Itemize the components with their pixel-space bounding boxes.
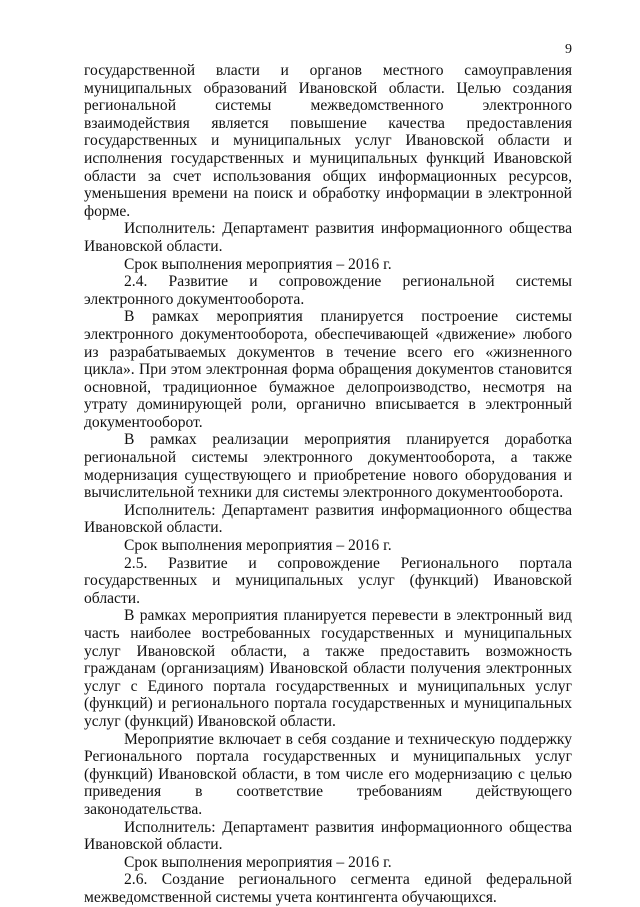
section-heading: 2.5. Развитие и сопровождение Регионального портала государственных и муниципальных услуг (функций) Ивановской области. (84, 554, 572, 607)
section-heading: 2.6. Создание регионального сегмента единой федеральной межведомственной системы учета контингента обучающихся. (84, 871, 572, 906)
paragraph: Исполнитель: Департамент развития информационного общества Ивановской области. (84, 501, 572, 537)
paragraph: Срок выполнения мероприятия – 2016 г. (124, 255, 392, 273)
page-number: 9 (565, 42, 572, 57)
paragraph: В рамках мероприятия планируется построение системы электронного документооборота, обеспечивающей «движение» любого из разрабатываемых документов в течение всего его «жизненного цикла». При этом электронная форма обращения документов становится основной, традиционное бумажное делопроизводство, несмотря на утрату доминирующей роли, органично вписывается в электронный документооборот. (84, 308, 572, 431)
paragraph: Исполнитель: Департамент развития информационного общества Ивановской области. (84, 220, 572, 255)
paragraph: Срок выполнения мероприятия – 2016 г. (124, 537, 392, 555)
paragraph: Мероприятие включает в себя создание и техническую поддержку Регионального портала государственных и муниципальных услуг (функций) Ивановской области, в том числе его модернизацию с целью приведения в соответствие требованиям действующего законодательства. (84, 730, 572, 818)
document-body (84, 62, 572, 907)
paragraph: В рамках мероприятия планируется перевести в электронный вид часть наиболее востребованных государственных и муниципальных услуг Ивановской области, а также предоставить возможность гражданам (организациям) Ивановской области получения электронных услуг с Единого портала государственных и муниципальных услуг (функций) и регионального портала государственных и муниципальных услуг (функций) Ивановской области. (84, 607, 572, 730)
paragraph: Исполнитель: Департамент развития информационного общества Ивановской области. (84, 818, 572, 854)
section-heading: 2.4. Развитие и сопровождение региональной системы электронного документооборота. (84, 273, 572, 308)
paragraph: государственной власти и органов местного самоуправления муниципальных образований Ивановской области. Целью создания региональной системы межведомственного электронного взаимодействия является повышение качества предоставления государственных и муниципальных услуг Ивановской области и исполнения государственных и муниципальных функций Ивановской области за счет использования общих информационных ресурсов, уменьшения времени на поиск и обработку информации в электронной форме. (84, 62, 572, 220)
paragraph: В рамках реализации мероприятия планируется доработка региональной системы электронного документооборота, а также модернизация существующего и приобретение нового оборудования и вычислительной техники для системы электронного документооборота. (84, 431, 572, 502)
paragraph: Срок выполнения мероприятия – 2016 г. (124, 853, 392, 871)
